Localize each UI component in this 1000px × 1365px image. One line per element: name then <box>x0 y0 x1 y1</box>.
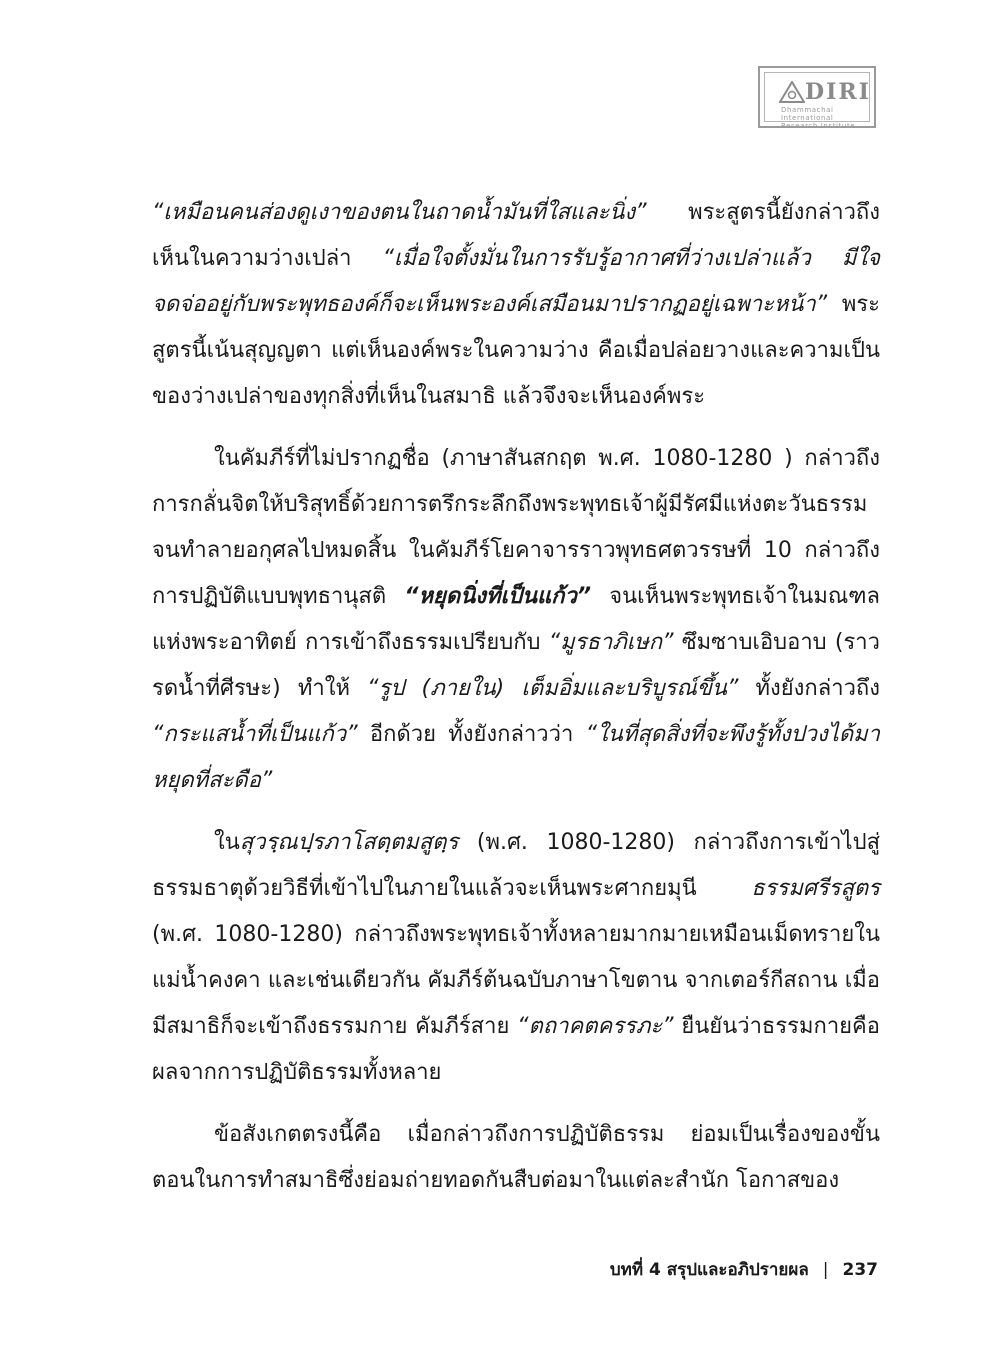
text-run: ใน <box>214 830 240 855</box>
logo-subtitle <box>781 106 869 130</box>
text-run: ทั้งยังกล่าวถึง <box>738 676 880 701</box>
logo-frame <box>764 72 871 130</box>
text-run: ยืนยันว่าธรรมกายคือผลจากการปฏิบัติธรรมทั้งหลาย <box>152 1014 880 1085</box>
text-run: ซึมซาบเอิบอาบ (ราวรดน้ำที่ศีรษะ) ทำให้ <box>152 630 880 701</box>
page-number: 237 <box>842 1260 878 1280</box>
diri-logo <box>758 66 876 128</box>
emphasis-italic: “ตถาคตครรภะ” <box>517 1014 674 1039</box>
logo-name: DIRI <box>805 79 871 105</box>
logo-subtitle-line1: Dhammachai International <box>781 106 834 122</box>
paragraph <box>152 190 880 420</box>
emphasis-italic: ธรรมศรีรสูตร <box>751 876 880 901</box>
logo-subtitle-line2: Research Institute <box>781 122 856 130</box>
page-footer <box>610 1256 878 1283</box>
logo-triangle-icon <box>779 81 805 103</box>
text-run: พระสูตรนี้ยังกล่าวถึง เห็นในความว่างเปล่า <box>152 200 880 271</box>
footer-chapter-title: บทที่ 4 สรุปและอภิปรายผล <box>609 1260 809 1280</box>
emphasis-italic: สุวรฺณปฺรภาโสตฺตมสูตฺร <box>239 830 459 855</box>
paragraph <box>152 820 880 1096</box>
body-text <box>152 190 880 1204</box>
text-run: (พ.ศ. 1080-1280) กล่าวถึงการเข้าไปสู่ธรรมธาตุด้วยวิธีที่เข้าไปในภายในแล้วจะเห็นพระศากยมุนี <box>152 830 880 901</box>
emphasis-italic: “เหมือนคนส่องดูเงาของตนในถาดน้ำมันที่ใสและนิ่ง” <box>152 200 647 225</box>
text-run: จนเห็นพระพุทธเจ้าในมณฑลแห่งพระอาทิตย์ การเข้าถึงธรรมเปรียบกับ <box>152 584 880 655</box>
emphasis-italic: “รูป (ภายใน) เต็มอิ่มและบริบูรณ์ขึ้น” <box>367 676 739 701</box>
emphasis-italic: “เมื่อใจตั้งมั่นในการรับรู้อากาศที่ว่างเปล่าแล้ว มีใจจดจ่ออยู่กับพระพุทธองค์ก็จะเห็นพระองค์เสมือนมาปรากฏอยู่เฉพาะหน้า” <box>152 246 881 317</box>
text-run: พระสูตรนี้เน้นสุญญตา แต่เห็นองค์พระในความว่าง คือเมื่อปล่อยวางและความเป็นของว่างเปล่าของทุกสิ่งที่เห็นในสมาธิ แล้วจึงจะเห็นองค์พระ <box>152 292 880 409</box>
footer-separator: | <box>822 1260 829 1280</box>
text-run: (พ.ศ. 1080-1280) กล่าวถึงพระพุทธเจ้าทั้งหลายมากมายเหมือนเม็ดทรายในแม่น้ำคงคา และเช่นเดียวกัน คัมภีร์ต้นฉบับภาษาโขตาน จากเตอร์กีสถาน เมื่อมีสมาธิก็จะเข้าถึงธรรมกาย คัมภีร์สาย <box>152 922 880 1039</box>
paragraph <box>152 1112 880 1204</box>
emphasis-italic: “มูรธาภิเษก” <box>548 630 674 655</box>
emphasis-italic: “ในที่สุดสิ่งที่จะพึงรู้ทั้งปวงได้มาหยุดที่สะดือ” <box>152 722 880 793</box>
emphasis-bold-italic: “หยุดนิ่งที่เป็นแก้ว” <box>404 584 592 609</box>
paragraph <box>152 436 880 804</box>
text-run: ข้อสังเกตตรงนี้คือ เมื่อกล่าวถึงการปฏิบัติธรรม ย่อมเป็นเรื่องของขั้นตอนในการทำสมาธิซึ่งย่อมถ่ายทอดกันสืบต่อมาในแต่ละสำนัก โอกาสของ <box>152 1122 880 1193</box>
text-run: ในคัมภีร์ที่ไม่ปรากฏชื่อ (ภาษาสันสกฤต พ.ศ. 1080-1280 ) กล่าวถึงการกลั่นจิตให้บริสุทธิ์ด้วยการตรึกระลึกถึงพระพุทธเจ้าผู้มีรัศมีแห่งตะวันธรรม จนทำลายอกุศลไปหมดสิ้น ในคัมภีร์โยคาจารราวพุทธศตวรรษที่ 10 กล่าวถึงการปฏิบัติแบบพุทธานุสติ <box>152 446 880 609</box>
text-run: อีกด้วย ทั้งยังกล่าวว่า <box>357 722 586 747</box>
emphasis-italic: “กระแสน้ำที่เป็นแก้ว” <box>152 722 358 747</box>
